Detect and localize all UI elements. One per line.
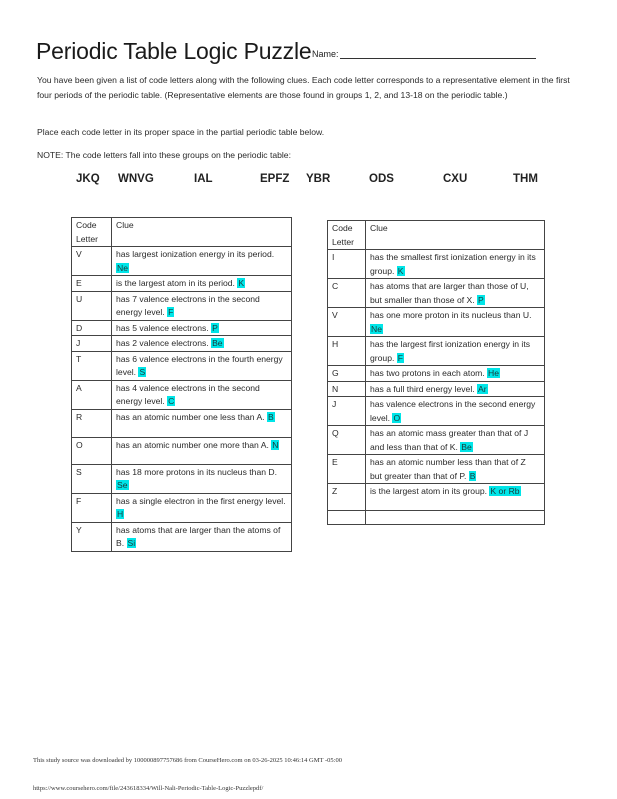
answer-highlight: Ne (117, 262, 128, 273)
code-letter: G (328, 366, 366, 382)
answer-highlight: N (272, 439, 279, 450)
clue-cell (366, 337, 545, 366)
code-letter: Z (328, 484, 366, 511)
clue-text: has 2 valence electrons. (116, 338, 209, 348)
clue-cell (366, 484, 545, 511)
clue-text: has 6 valence electrons in the fourth energy level. (116, 353, 283, 377)
clue-text: is the largest atom in its period. (116, 278, 235, 288)
group-code: YBR (306, 173, 331, 185)
code-letter: V (72, 247, 112, 276)
table-row (72, 464, 292, 493)
code-letter: R (72, 409, 112, 437)
name-blank-line[interactable] (340, 49, 536, 59)
group-code: CXU (443, 173, 468, 185)
group-code: ODS (369, 173, 394, 185)
answer-highlight: Be (212, 338, 223, 348)
clue-cell (366, 366, 545, 382)
answer-highlight: Se (117, 480, 128, 490)
clue-cell (366, 381, 545, 397)
clue-text: has one more proton in its nucleus than U. (370, 310, 532, 320)
table-row (328, 426, 545, 455)
code-letter: J (72, 336, 112, 352)
answer-highlight: S (139, 367, 146, 377)
table-row (72, 351, 292, 380)
clue-text: is the largest atom in its group. (370, 486, 488, 496)
clue-cell (112, 437, 292, 464)
clue-text: has atoms that are larger than the atoms of B. (116, 524, 281, 548)
clue-cell (112, 247, 292, 276)
clue-cell (112, 409, 292, 437)
answer-highlight: He (488, 368, 500, 378)
table-row (72, 493, 292, 522)
clue-text: has 7 valence electrons in the second energy level. (116, 293, 260, 317)
table-header-row (328, 221, 545, 250)
clue-cell (112, 336, 292, 352)
table-row (72, 291, 292, 320)
clue-text: has a full third energy level. (370, 383, 475, 394)
answer-highlight: K (397, 265, 404, 276)
answer-highlight: B (267, 411, 274, 422)
table-row (72, 409, 292, 437)
clue-text: has 5 valence electrons. (116, 322, 209, 333)
clue-text: has valence electrons in the second energy level. (370, 399, 536, 423)
clue-text: has an atomic number one more than A. (116, 439, 269, 450)
group-code: IAL (194, 173, 213, 185)
clue-text: has two protons in each atom. (370, 368, 485, 378)
group-code-list (0, 173, 617, 189)
answer-highlight: K (238, 278, 245, 288)
table-row (328, 455, 545, 484)
table-row (72, 276, 292, 292)
answer-highlight: K or Rb (490, 486, 520, 496)
table-row (328, 366, 545, 382)
table-row (72, 522, 292, 551)
download-note: This study source was downloaded by 100000897757686 from CourseHero.com on 03-26-2025 10:46:14 GMT -05:00 (33, 757, 342, 764)
header-clue: Clue (366, 221, 545, 250)
clue-cell (366, 426, 545, 455)
group-code: WNVG (118, 173, 154, 185)
empty-table-row (328, 511, 545, 525)
code-letter: O (72, 437, 112, 464)
code-letter: Y (72, 522, 112, 551)
code-letter: Q (328, 426, 366, 455)
table-row (328, 337, 545, 366)
answer-highlight: Ar (478, 383, 487, 394)
code-letter: E (328, 455, 366, 484)
source-url[interactable]: https://www.coursehero.com/file/243618334/Will-Nali-Periodic-Table-Logic-Puzzlepdf/ (33, 785, 264, 792)
clue-cell (366, 250, 545, 279)
group-code: THM (513, 173, 538, 185)
code-letter: H (328, 337, 366, 366)
clue-text: has an atomic number less than that of Z but greater than that of P. (370, 457, 526, 481)
right-clue-table (327, 220, 545, 525)
clue-cell (366, 455, 545, 484)
table-row (328, 397, 545, 426)
header-code-letter: Code Letter (328, 221, 366, 250)
code-letter: A (72, 380, 112, 409)
table-row (72, 336, 292, 352)
code-letter: E (72, 276, 112, 292)
clue-text: has the largest first ionization energy in its group. (370, 339, 531, 363)
clue-text: has an atomic mass greater than that of J and less than that of K. (370, 428, 529, 452)
clue-cell (112, 276, 292, 292)
clue-text: has 4 valence electrons in the second energy level. (116, 382, 260, 406)
clue-text: has the smallest first ionization energy in its group. (370, 252, 536, 276)
answer-highlight: P (212, 322, 218, 333)
code-letter: T (72, 351, 112, 380)
table-row (72, 320, 292, 336)
answer-highlight: Be (461, 441, 472, 452)
clue-cell (366, 397, 545, 426)
header-clue: Clue (112, 218, 292, 247)
code-letter: N (328, 381, 366, 397)
table-row (72, 437, 292, 464)
code-letter[interactable] (328, 511, 366, 525)
header-code-letter: Code Letter (72, 218, 112, 247)
code-letter: I (328, 250, 366, 279)
clue-text: has an atomic number one less than A. (116, 411, 265, 422)
clue-cell (366, 279, 545, 308)
clue-text: has largest ionization energy in its period. (116, 249, 275, 259)
clue-text: has atoms that are larger than those of U, but smaller than those of X. (370, 281, 529, 305)
table-row (72, 247, 292, 276)
page-title: Periodic Table Logic Puzzle (36, 38, 312, 64)
answer-highlight: B (469, 470, 476, 481)
clue-cell (112, 493, 292, 522)
placement-instruction: Place each code letter in its proper space in the partial periodic table below. (37, 127, 325, 137)
code-letter: F (72, 493, 112, 522)
answer-highlight: Ne (371, 323, 382, 334)
clue-text: has a single electron in the first energy level. (116, 495, 286, 506)
code-letter: C (328, 279, 366, 308)
clue-cell (112, 522, 292, 551)
table-row (328, 484, 545, 511)
answer-highlight: F (168, 307, 174, 317)
table-row (328, 381, 545, 397)
table-row (328, 308, 545, 337)
answer-highlight: C (168, 396, 175, 406)
clue-cell[interactable] (366, 511, 545, 525)
answer-highlight: F (397, 352, 404, 363)
clue-cell (112, 380, 292, 409)
code-letter: U (72, 291, 112, 320)
clue-cell (112, 320, 292, 336)
clue-cell (112, 291, 292, 320)
table-row (72, 380, 292, 409)
answer-highlight: P (478, 294, 484, 305)
group-code: EPFZ (260, 173, 290, 185)
clue-cell (112, 351, 292, 380)
code-letter: S (72, 464, 112, 493)
table-row (328, 250, 545, 279)
code-letter: V (328, 308, 366, 337)
table-header-row (72, 218, 292, 247)
answer-highlight: O (393, 412, 401, 423)
intro-paragraph: You have been given a list of code letters along with the following clues. Each code letter corresponds to a representative element in the first four periods of the periodic table. (Representative elements are those found in groups 1, 2, and 13-18 on the periodic table.) (37, 75, 570, 100)
groups-note: NOTE: The code letters fall into these groups on the periodic table: (37, 150, 291, 160)
left-clue-table (71, 217, 292, 552)
code-letter: J (328, 397, 366, 426)
code-letter: D (72, 320, 112, 336)
clue-text: has 18 more protons in its nucleus than D. (116, 466, 277, 477)
name-label: Name: (312, 49, 339, 59)
answer-highlight: H (117, 509, 124, 519)
answer-highlight: Si (127, 538, 136, 548)
clue-cell (112, 464, 292, 493)
group-code: JKQ (76, 173, 100, 185)
table-row (328, 279, 545, 308)
clue-cell (366, 308, 545, 337)
name-field[interactable] (312, 49, 536, 59)
